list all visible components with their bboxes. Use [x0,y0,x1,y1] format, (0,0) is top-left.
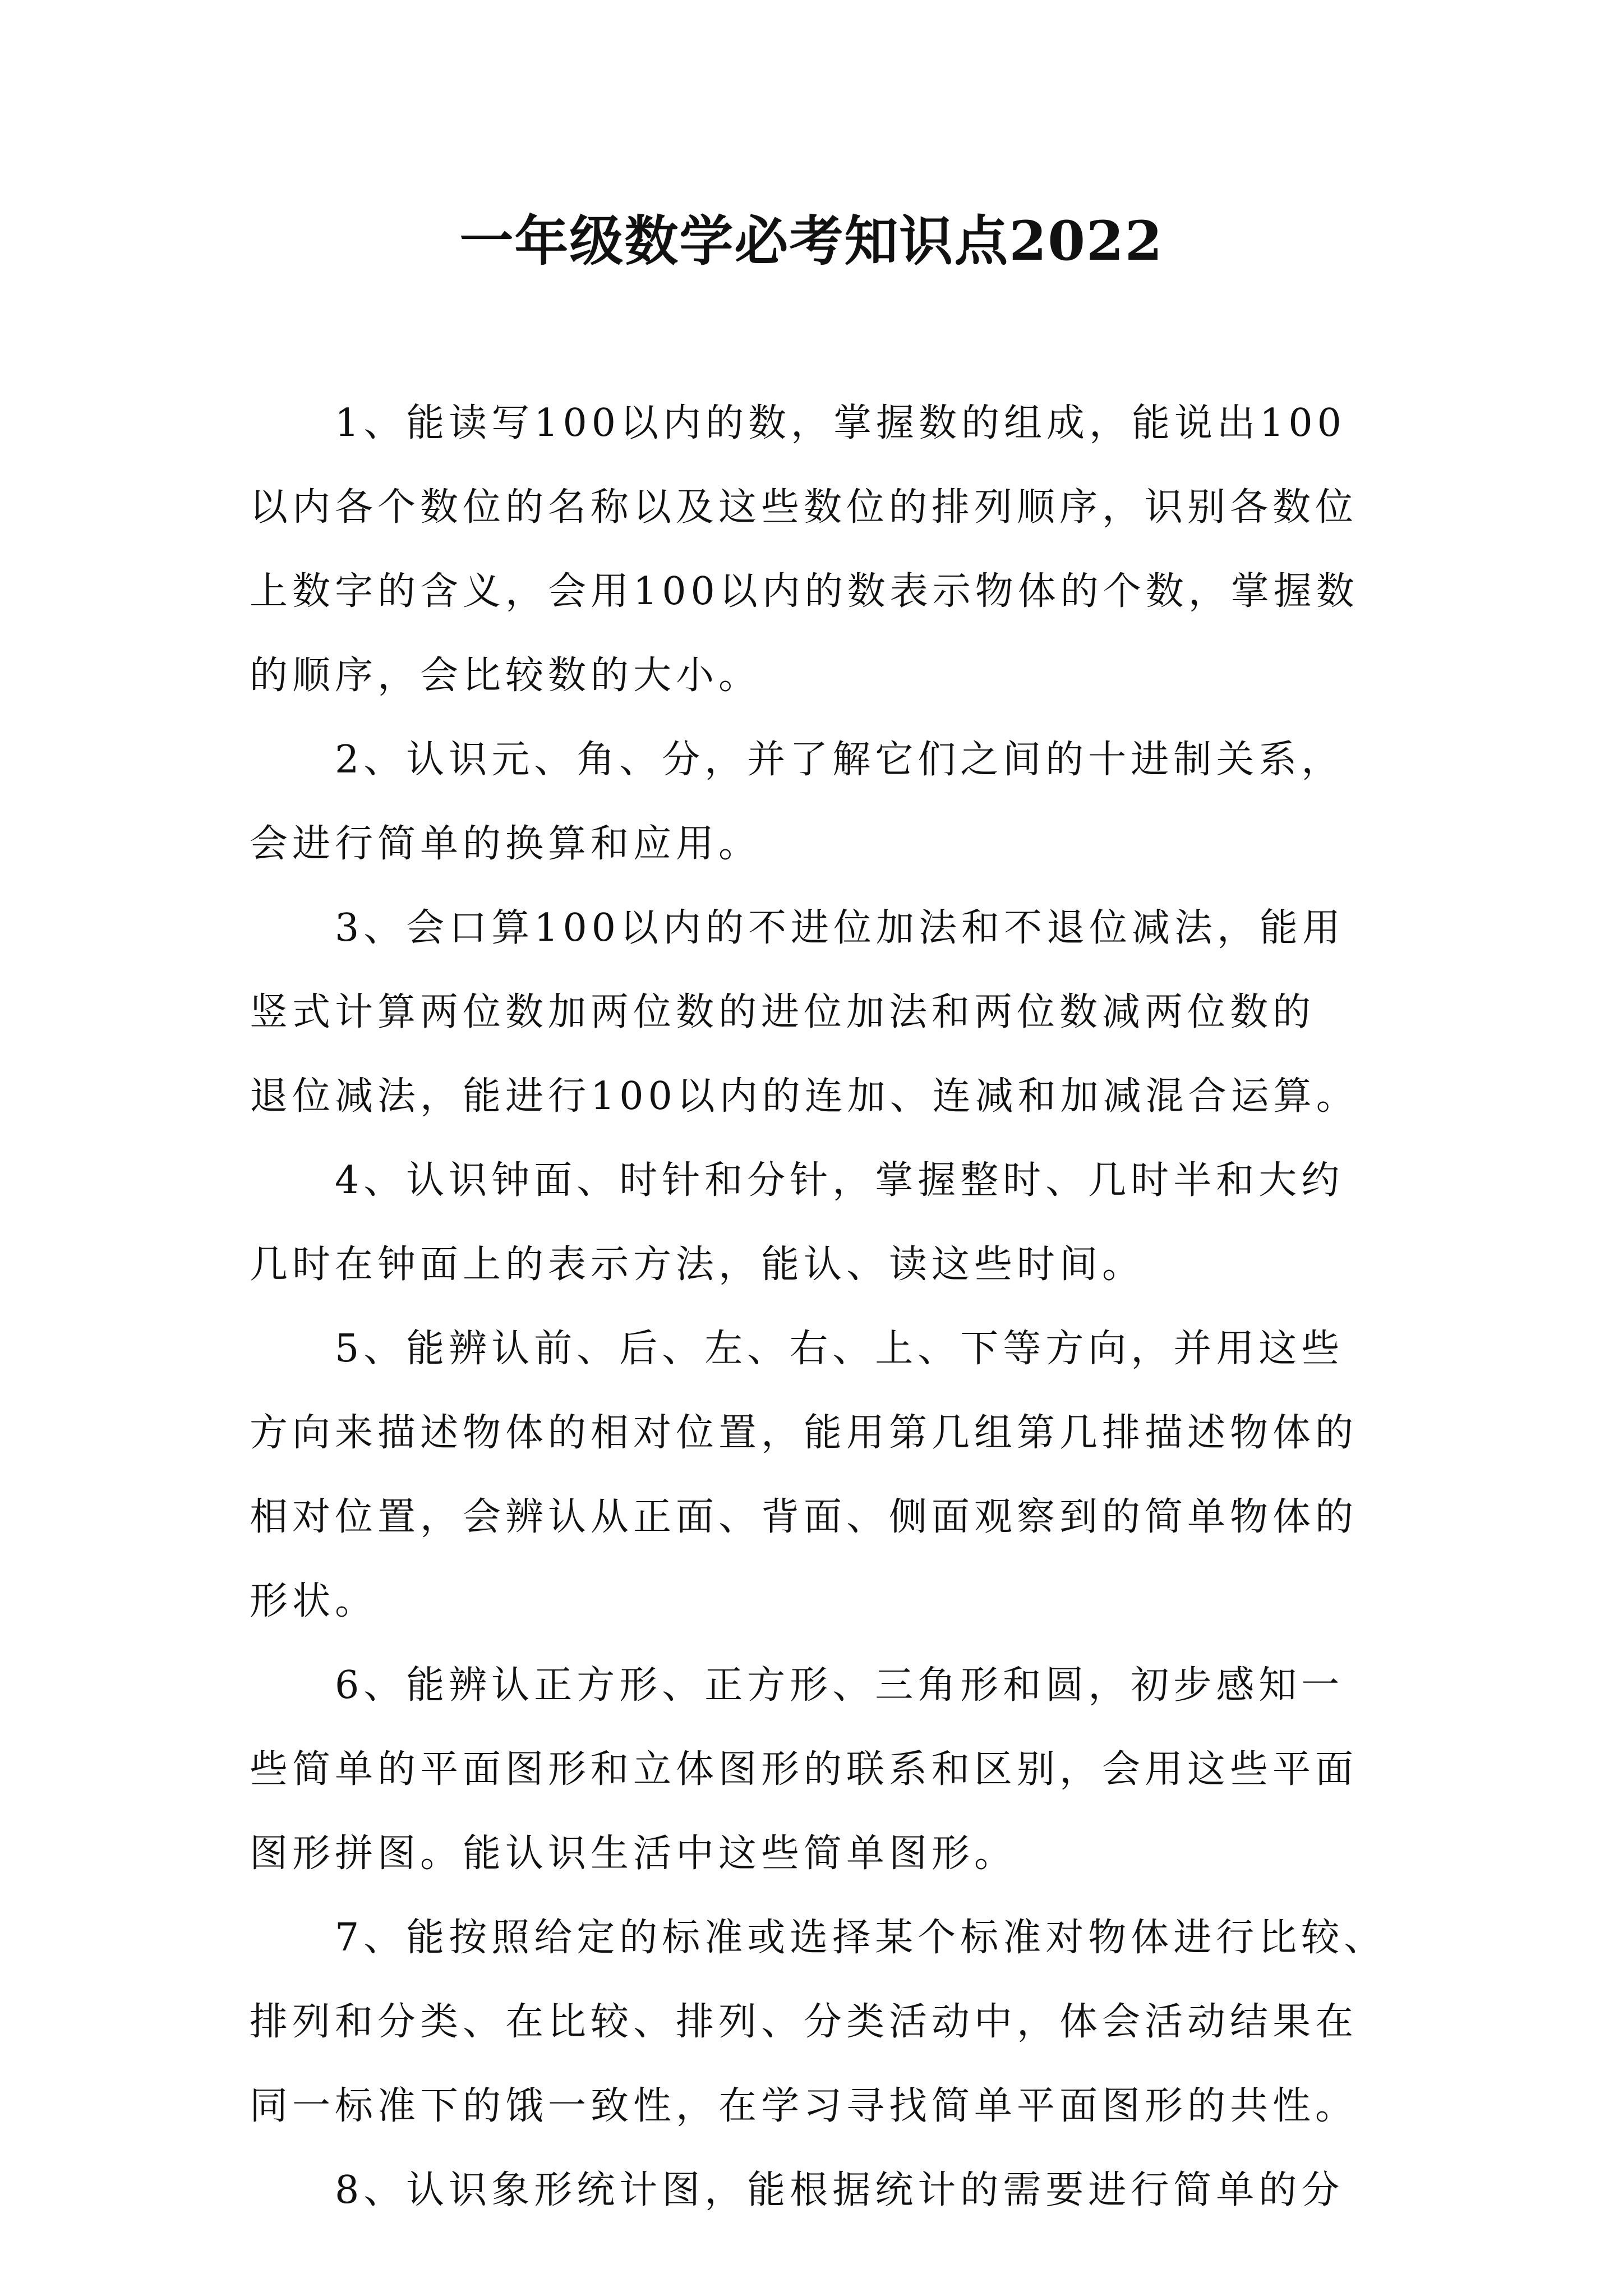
paragraph-8: 8、认识象形统计图，能根据统计的需要进行简单的分 [335,2168,1344,2212]
paragraph-4: 4、认识钟面、时针和分针，掌握整时、几时半和大约 几时在钟面上的表示方法，能认、读这些时间。 [250,1158,1344,1287]
paragraph-6: 6、能辨认正方形、正方形、三角形和圆，初步感知一 些简单的平面图形和立体图形的联系和区别，会用这些平面 图形拼图。能认识生活中这些简单图形。 [250,1663,1358,1876]
paragraph-5: 5、能辨认前、后、左、右、上、下等方向，并用这些 方向来描述物体的相对位置，能用第几组第几排描述物体的 相对位置，会辨认从正面、背面、侧面观察到的简单物体的 形状。 [250,1327,1358,1623]
paragraph-3: 3、会口算100以内的不进位加法和不退位减法，能用 竖式计算两位数加两位数的进位加法和两位数减两位数的 退位减法，能进行100以内的连加、连减和加减混合运算。 [250,906,1359,1119]
document-body [250,381,1394,2233]
paragraph-7: 7、能按照给定的标准或选择某个标准对物体进行比较、 排列和分类、在比较、排列、分类活动中，体会活动结果在 同一标准下的饿一致性，在学习寻找简单平面图形的共性。 [250,1916,1387,2128]
paragraph-2: 2、认识元、角、分，并了解它们之间的十进制关系， 会进行简单的换算和应用。 [250,738,1344,866]
paragraph-1: 1、能读写100以内的数，掌握数的组成，能说出100 以内各个数位的名称以及这些数位的排列顺序，识别各数位 上数字的含义，会用100以内的数表示物体的个数，掌握数 的顺序，会比较数的大小。 [250,401,1359,698]
document-title: 一年级数学必考知识点2022 [459,209,1164,273]
